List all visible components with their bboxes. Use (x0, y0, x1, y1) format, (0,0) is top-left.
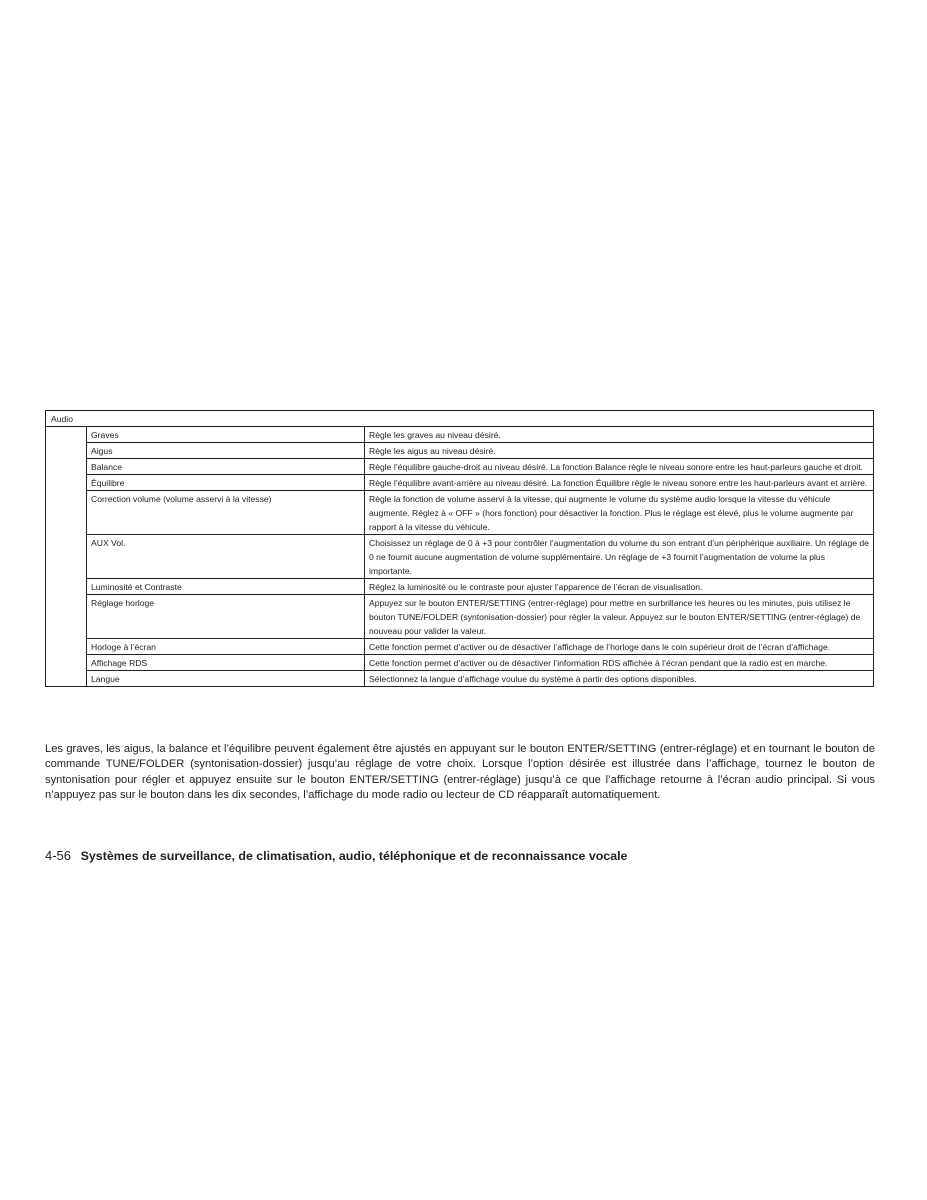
setting-description-cell: Règle les aigus au niveau désiré. (365, 443, 874, 459)
table-row (46, 443, 874, 459)
setting-name-cell: Balance (87, 459, 365, 475)
setting-description-cell: Cette fonction permet d’activer ou de désactiver l’information RDS affichée à l’écran pendant que la radio est en marche. (365, 655, 874, 671)
setting-name-cell: Aigus (87, 443, 365, 459)
table-body (46, 411, 874, 687)
setting-description-cell: Sélectionnez la langue d’affichage voulue du système à partir des options disponibles. (365, 671, 874, 687)
indent-cell (46, 535, 87, 579)
setting-description-cell: Choisissez un réglage de 0 à +3 pour contrôler l’augmentation du volume du son entrant d’un périphérique auxiliaire. Un réglage de 0 ne fournit aucune augmentation de volume supplémentaire. Un réglage de +3 fournit l’augmentation de volume la plus importante. (365, 535, 874, 579)
setting-description-cell: Réglez la luminosité ou le contraste pour ajuster l’apparence de l’écran de visualisation. (365, 579, 874, 595)
setting-description-cell: Appuyez sur le bouton ENTER/SETTING (entrer-réglage) pour mettre en surbrillance les heures ou les minutes, puis utilisez le bouton TUNE/FOLDER (syntonisation-dossier) pour régler la valeur. Appuyez sur le bouton ENTER/SETTING (entrer-réglage) de nouveau pour valider la valeur. (365, 595, 874, 639)
setting-name-cell: Luminosité et Contraste (87, 579, 365, 595)
table-row (46, 655, 874, 671)
setting-description-cell: Règle l’équilibre gauche-droit au niveau désiré. La fonction Balance règle le niveau sonore entre les haut-parleurs gauche et droit. (365, 459, 874, 475)
table-row (46, 671, 874, 687)
setting-description-cell: Règle l’équilibre avant-arrière au niveau désiré. La fonction Équilibre règle le niveau sonore entre les haut-parleurs avant et arrière. (365, 475, 874, 491)
indent-cell (46, 443, 87, 459)
indent-cell (46, 475, 87, 491)
table-row (46, 427, 874, 443)
setting-name-cell: AUX Vol. (87, 535, 365, 579)
indent-cell (46, 491, 87, 535)
indent-cell (46, 655, 87, 671)
setting-name-cell: Équilibre (87, 475, 365, 491)
setting-description-cell: Règle la fonction de volume asservi à la vitesse, qui augmente le volume du système audio lorsque la vitesse du véhicule augmente. Réglez à « OFF » (hors fonction) pour désactiver la fonction. Plus le réglage est élevé, plus le volume augmente par rapport à la vitesse du véhicule. (365, 491, 874, 535)
indent-cell (46, 671, 87, 687)
indent-cell (46, 595, 87, 639)
table-row (46, 475, 874, 491)
table-row (46, 491, 874, 535)
setting-name-cell: Affichage RDS (87, 655, 365, 671)
setting-name-cell: Horloge à l’écran (87, 639, 365, 655)
table-row (46, 595, 874, 639)
page-footer (45, 848, 627, 863)
indent-cell (46, 427, 87, 443)
setting-name-cell: Graves (87, 427, 365, 443)
table-row (46, 639, 874, 655)
table-row (46, 535, 874, 579)
table-row (46, 459, 874, 475)
audio-settings-table (45, 410, 874, 687)
setting-description-cell: Cette fonction permet d’activer ou de désactiver l’affichage de l’horloge dans le coin supérieur droit de l’écran d’affichage. (365, 639, 874, 655)
table-category-row (46, 411, 874, 427)
setting-description-cell: Règle les graves au niveau désiré. (365, 427, 874, 443)
table-category-cell (46, 411, 874, 427)
table-row (46, 579, 874, 595)
indent-cell (46, 639, 87, 655)
indent-cell (46, 579, 87, 595)
setting-name-cell: Langue (87, 671, 365, 687)
section-title: Systèmes de surveillance, de climatisation, audio, téléphonique et de reconnaissance vocale (80, 849, 628, 863)
page-number: 4-56 (45, 848, 72, 863)
indent-cell (46, 459, 87, 475)
table-category-label: Audio (51, 414, 73, 424)
body-paragraph: Les graves, les aigus, la balance et l’équilibre peuvent également être ajustés en appuyant sur le bouton ENTER/SETTING (entrer-réglage) et en tournant le bouton de commande TUNE/FOLDER (syntonisation-dossier) jusqu’au réglage de votre choix. Lorsque l’option désirée est illustrée dans l’affichage, tournez le bouton de syntonisation pour régler et appuyez ensuite sur le bouton ENTER/SETTING (entrer-réglage) jusqu’à ce que l’affichage retourne à l’écran audio principal. Si vous n’appuyez pas sur le bouton dans les dix secondes, l’affichage du mode radio ou lecteur de CD réapparaît automatiquement. (45, 743, 875, 802)
setting-name-cell: Réglage horloge (87, 595, 365, 639)
setting-name-cell: Correction volume (volume asservi à la vitesse) (87, 491, 365, 535)
